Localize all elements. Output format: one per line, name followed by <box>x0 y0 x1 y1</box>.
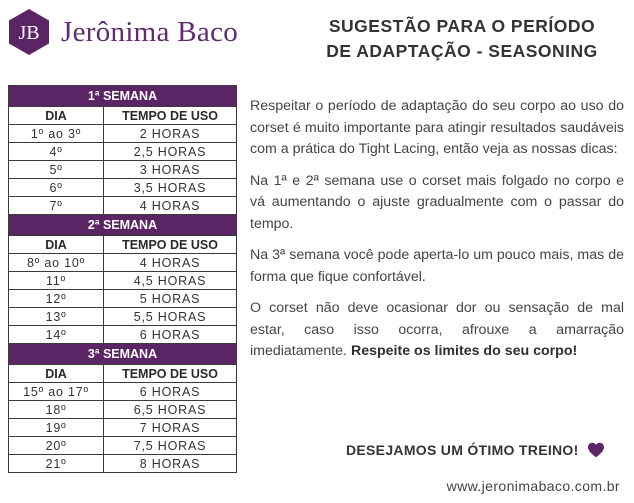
column-header-time: TEMPO DE USO <box>104 236 237 254</box>
time-cell: 7,5 HORAS <box>104 437 237 455</box>
week-header-row <box>9 344 237 365</box>
column-header-day: DIA <box>9 236 104 254</box>
time-cell: 6,5 HORAS <box>104 401 237 419</box>
day-cell: 12º <box>9 290 104 308</box>
brand-logo <box>7 8 238 56</box>
day-cell: 8º ao 10º <box>9 254 104 272</box>
day-cell: 5º <box>9 161 104 179</box>
time-cell: 2 HORAS <box>104 125 237 143</box>
monogram-hexagon-icon <box>7 8 51 56</box>
time-cell: 5,5 HORAS <box>104 308 237 326</box>
table-row <box>9 383 237 401</box>
week-title: 1ª SEMANA <box>9 86 237 107</box>
column-header-row <box>9 365 237 383</box>
table-row <box>9 401 237 419</box>
day-cell: 7º <box>9 197 104 215</box>
column-header-day: DIA <box>9 365 104 383</box>
time-cell: 8 HORAS <box>104 455 237 473</box>
schedule-table <box>8 85 237 473</box>
column-header-row <box>9 107 237 125</box>
day-cell: 13º <box>9 308 104 326</box>
closing-text: DESEJAMOS UM ÓTIMO TREINO! <box>346 442 579 458</box>
closing-message <box>346 442 605 458</box>
table-row <box>9 197 237 215</box>
title-line-1: SUGESTÃO PARA O PERÍODO <box>328 16 596 36</box>
brand-name: Jerônima Baco <box>61 15 239 48</box>
column-header-row <box>9 236 237 254</box>
time-cell: 4 HORAS <box>104 197 237 215</box>
day-cell: 15º ao 17º <box>9 383 104 401</box>
table-row <box>9 290 237 308</box>
week-header-row <box>9 86 237 107</box>
tip-paragraph-1: Respeitar o período de adaptação do seu corpo ao uso do corset é muito importante para atingir resultados saudáveis com a prática do Tight Lacing, então veja as nossas dicas: <box>250 98 624 157</box>
day-cell: 14º <box>9 326 104 344</box>
tip-paragraph-2: Na 1ª e 2ª semana use o corset mais folgado no corpo e vá aumentando o ajuste gradualmente com o passar do tempo. <box>250 172 624 232</box>
column-header-day: DIA <box>9 107 104 125</box>
time-cell: 3 HORAS <box>104 161 237 179</box>
table-row <box>9 143 237 161</box>
table-row <box>9 308 237 326</box>
day-cell: 6º <box>9 179 104 197</box>
table-row <box>9 161 237 179</box>
time-cell: 2,5 HORAS <box>104 143 237 161</box>
schedule-table-body <box>9 86 237 473</box>
page-title <box>296 14 628 64</box>
day-cell: 20º <box>9 437 104 455</box>
week-header-row <box>9 215 237 236</box>
time-cell: 4 HORAS <box>104 254 237 272</box>
time-cell: 6 HORAS <box>104 383 237 401</box>
heart-icon <box>587 442 605 458</box>
tip-emphasis: Respeite os limites do seu corpo! <box>350 343 578 359</box>
table-row <box>9 326 237 344</box>
table-row <box>9 179 237 197</box>
tip-paragraph-3: Na 3ª semana você pode aperta-lo um pouco mais, mas de forma que fique confortável. <box>250 247 624 285</box>
website-link[interactable]: www.jeronimabaco.com.br <box>446 478 620 494</box>
tip-paragraph-4 <box>250 298 624 363</box>
time-cell: 7 HORAS <box>104 419 237 437</box>
day-cell: 11º <box>9 272 104 290</box>
time-cell: 5 HORAS <box>104 290 237 308</box>
day-cell: 1º ao 3º <box>9 125 104 143</box>
week-title: 3ª SEMANA <box>9 344 237 365</box>
time-cell: 3,5 HORAS <box>104 179 237 197</box>
table-row <box>9 455 237 473</box>
tip-paragraph-4-text: O corset não deve ocasionar dor ou sensação de mal estar, caso isso ocorra, afrouxe a amarração imediatamente. <box>250 300 624 359</box>
title-line-2: DE ADAPTAÇÃO - SEASONING <box>326 41 598 61</box>
table-row <box>9 419 237 437</box>
time-cell: 6 HORAS <box>104 326 237 344</box>
brand-monogram: JB <box>18 22 40 44</box>
table-row <box>9 125 237 143</box>
day-cell: 21º <box>9 455 104 473</box>
table-row <box>9 272 237 290</box>
day-cell: 19º <box>9 419 104 437</box>
table-row <box>9 254 237 272</box>
time-cell: 4,5 HORAS <box>104 272 237 290</box>
tips-text <box>250 96 624 373</box>
week-title: 2ª SEMANA <box>9 215 237 236</box>
day-cell: 4º <box>9 143 104 161</box>
day-cell: 18º <box>9 401 104 419</box>
table-row <box>9 437 237 455</box>
column-header-time: TEMPO DE USO <box>104 107 237 125</box>
column-header-time: TEMPO DE USO <box>104 365 237 383</box>
